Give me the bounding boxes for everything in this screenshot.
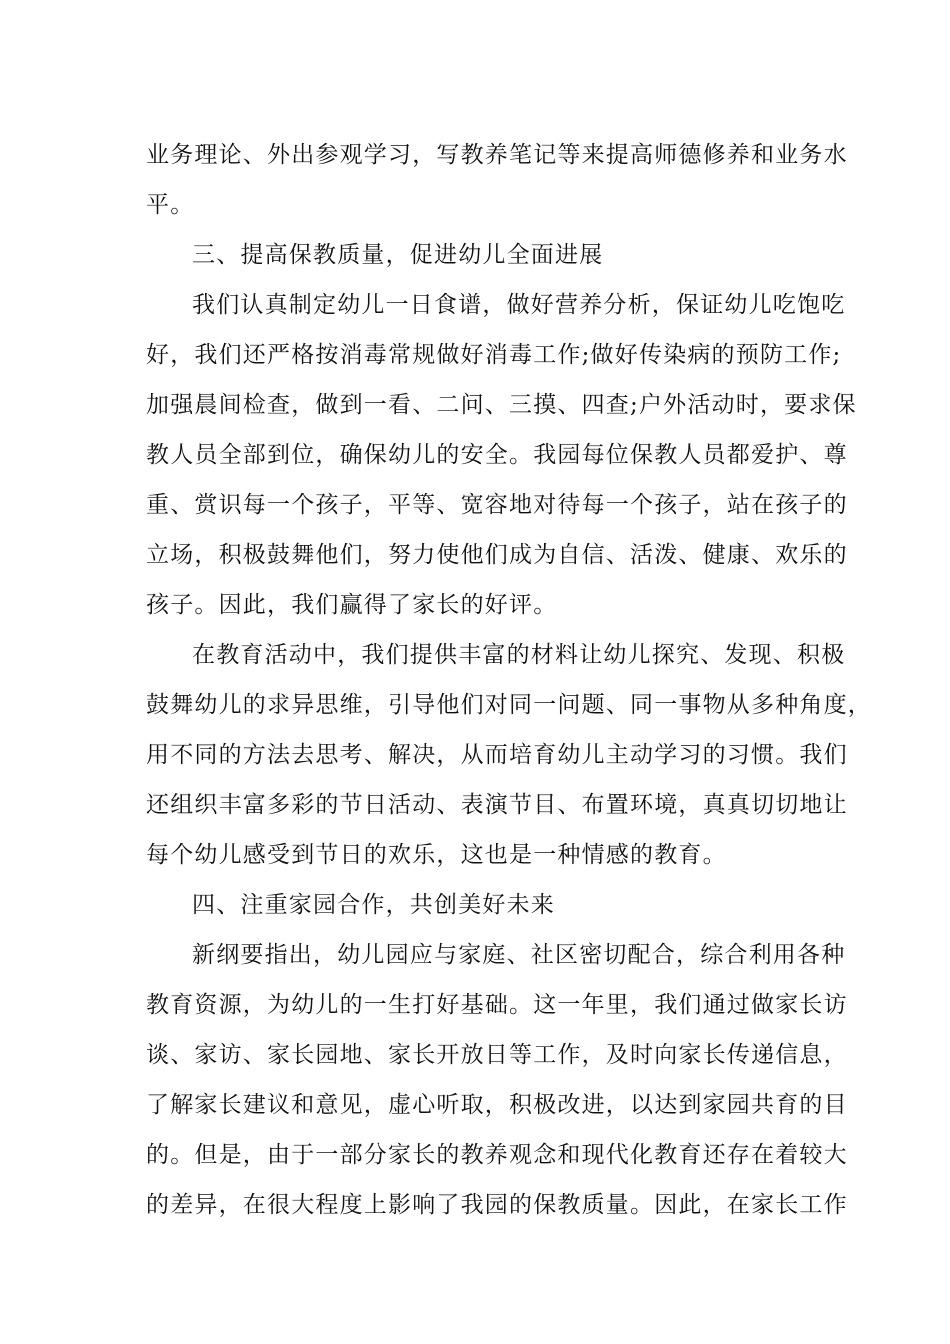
text-line: 教育资源，为幼儿的一生打好基础。这一年里，我们通过做家长访 (146, 992, 848, 1018)
section-heading: 四、注重家园合作，共创美好未来 (192, 892, 555, 918)
text-line: 每个幼儿感受到节日的欢乐，这也是一种情感的教育。 (146, 842, 727, 868)
text-line: 立场，积极鼓舞他们，努力使他们成为自信、活泼、健康、欢乐的 (146, 542, 848, 568)
text-line: 孩子。因此，我们赢得了家长的好评。 (146, 592, 558, 618)
text-line: 谈、家访、家长园地、家长开放日等工作，及时向家长传递信息， (146, 1042, 848, 1068)
text-line: 我们认真制定幼儿一日食谱，做好营养分析，保证幼儿吃饱吃 (192, 292, 846, 318)
text-line: 了解家长建议和意见，虚心听取，积极改进，以达到家园共育的目 (146, 1092, 848, 1118)
document-body (146, 130, 872, 1230)
text-line: 鼓舞幼儿的求异思维，引导他们对同一问题、同一事物从多种角度， (146, 692, 872, 718)
text-line: 的。但是，由于一部分家长的教养观念和现代化教育还存在着较大 (146, 1142, 848, 1168)
text-line: 加强晨间检查，做到一看、二问、三摸、四查;户外活动时，要求保 (146, 392, 857, 418)
text-line: 用不同的方法去思考、解决，从而培育幼儿主动学习的习惯。我们 (146, 742, 848, 768)
text-line: 教人员全部到位，确保幼儿的安全。我园每位保教人员都爱护、尊 (146, 442, 848, 468)
text-line: 业务理论、外出参观学习，写教养笔记等来提高师德修养和业务水 (146, 142, 848, 168)
text-line: 还组织丰富多彩的节日活动、表演节目、布置环境，真真切切地让 (146, 792, 848, 818)
text-line: 平。 (146, 192, 195, 218)
text-line: 重、赏识每一个孩子，平等、宽容地对待每一个孩子，站在孩子的 (146, 492, 848, 518)
text-line: 的差异，在很大程度上影响了我园的保教质量。因此，在家长工作 (146, 1192, 848, 1218)
text-line: 好，我们还严格按消毒常规做好消毒工作;做好传染病的预防工作; (146, 342, 842, 368)
text-line: 新纲要指出，幼儿园应与家庭、社区密切配合，综合利用各种 (192, 942, 846, 968)
text-line: 在教育活动中，我们提供丰富的材料让幼儿探究、发现、积极 (192, 642, 846, 668)
section-heading: 三、提高保教质量，促进幼儿全面进展 (192, 242, 604, 268)
